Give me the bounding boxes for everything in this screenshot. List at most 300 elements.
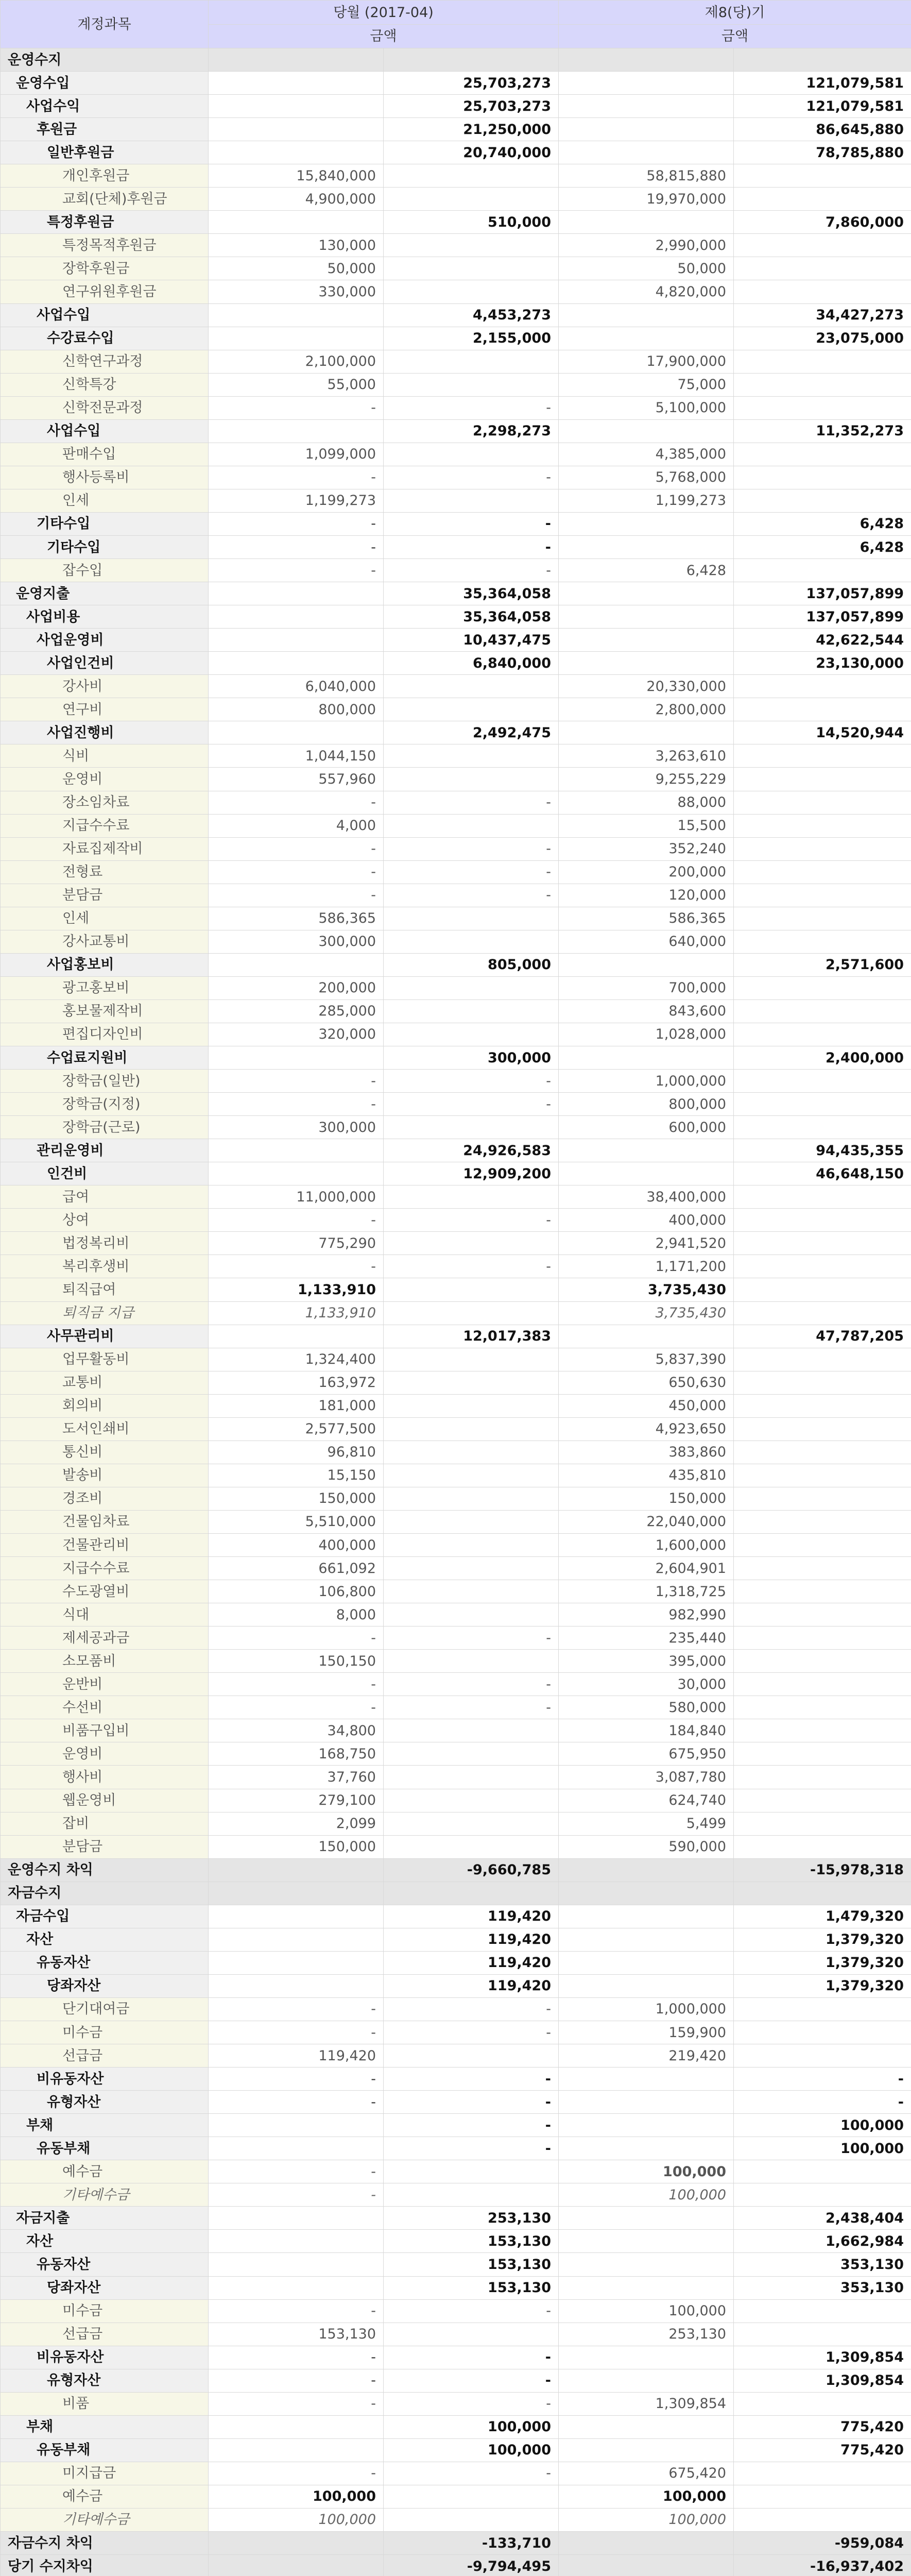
amount-cell <box>384 2160 559 2183</box>
account-name: 신학특강 <box>1 373 209 396</box>
table-row <box>1 1974 911 1997</box>
amount-cell: 55,000 <box>209 373 384 396</box>
amount-cell: 106,800 <box>209 1580 384 1603</box>
amount-cell: 15,840,000 <box>209 164 384 188</box>
table-row <box>1 1093 911 1116</box>
amount-cell: 38,400,000 <box>559 1185 734 1209</box>
account-name: 수업료지원비 <box>1 1046 209 1070</box>
amount-cell <box>559 211 734 234</box>
amount-cell: - <box>209 1093 384 1116</box>
amount-cell <box>734 1626 911 1650</box>
amount-cell: 1,044,150 <box>209 744 384 768</box>
amount-cell <box>734 1464 911 1487</box>
amount-cell: 586,365 <box>559 907 734 930</box>
amount-cell <box>734 1557 911 1580</box>
amount-cell <box>734 1023 911 1046</box>
amount-cell: 1,133,910 <box>209 1278 384 1301</box>
table-row <box>1 2369 911 2392</box>
amount-cell <box>384 1534 559 1557</box>
amount-cell: - <box>209 860 384 884</box>
amount-cell <box>384 164 559 188</box>
amount-cell <box>384 280 559 303</box>
amount-cell: 119,420 <box>384 1974 559 1997</box>
amount-cell <box>559 2369 734 2392</box>
account-name: 당기 수지차익 <box>1 2555 209 2576</box>
amount-cell: 100,000 <box>384 2438 559 2462</box>
amount-cell <box>384 1116 559 1139</box>
amount-cell <box>384 48 559 72</box>
amount-cell <box>559 535 734 558</box>
amount-cell: 395,000 <box>559 1650 734 1673</box>
amount-cell <box>734 1232 911 1255</box>
table-row <box>1 2137 911 2160</box>
amount-cell <box>734 1394 911 1417</box>
amount-cell: - <box>209 2160 384 2183</box>
amount-cell <box>384 1185 559 1209</box>
amount-cell: 1,324,400 <box>209 1348 384 1371</box>
table-row <box>1 953 911 976</box>
amount-cell <box>209 605 384 629</box>
table-row <box>1 1162 911 1185</box>
amount-cell <box>734 1487 911 1510</box>
amount-cell <box>384 1232 559 1255</box>
amount-cell <box>734 2021 911 2044</box>
amount-cell: 805,000 <box>384 953 559 976</box>
amount-cell: 800,000 <box>209 698 384 721</box>
amount-cell: 557,960 <box>209 768 384 791</box>
amount-cell: 353,130 <box>734 2276 911 2299</box>
table-row <box>1 1882 911 1905</box>
amount-cell: - <box>734 2091 911 2114</box>
account-name: 유동부채 <box>1 2137 209 2160</box>
amount-cell <box>384 1835 559 1858</box>
amount-cell: 153,130 <box>384 2253 559 2276</box>
amount-cell <box>209 582 384 605</box>
amount-cell <box>734 2044 911 2067</box>
account-name: 자금수지 차익 <box>1 2532 209 2555</box>
table-row <box>1 2183 911 2207</box>
amount-cell: 6,428 <box>734 535 911 558</box>
amount-cell: 2,571,600 <box>734 953 911 976</box>
amount-cell: 47,787,205 <box>734 1325 911 1348</box>
table-row <box>1 489 911 512</box>
amount-cell: 10,437,475 <box>384 629 559 652</box>
amount-cell: 5,837,390 <box>559 1348 734 1371</box>
amount-cell <box>209 48 384 72</box>
amount-cell <box>209 1139 384 1162</box>
table-row <box>1 1742 911 1766</box>
account-name: 업무활동비 <box>1 1348 209 1371</box>
amount-cell: 100,000 <box>559 2160 734 2183</box>
table-row <box>1 164 911 188</box>
amount-cell <box>384 373 559 396</box>
account-name: 관리운영비 <box>1 1139 209 1162</box>
amount-cell: 2,604,901 <box>559 1557 734 1580</box>
table-row <box>1 605 911 629</box>
amount-cell: 150,150 <box>209 1650 384 1673</box>
amount-cell: 435,810 <box>559 1464 734 1487</box>
amount-cell <box>734 1812 911 1835</box>
amount-cell <box>209 1046 384 1070</box>
amount-cell: - <box>384 1070 559 1093</box>
table-row <box>1 2276 911 2299</box>
amount-cell <box>384 2323 559 2346</box>
account-name: 예수금 <box>1 2160 209 2183</box>
amount-cell <box>559 2067 734 2091</box>
amount-cell: - <box>384 2021 559 2044</box>
amount-cell <box>559 1951 734 1974</box>
table-row <box>1 1070 911 1093</box>
amount-cell: 100,000 <box>559 2183 734 2207</box>
amount-cell: 235,440 <box>559 1626 734 1650</box>
account-name: 운영수지 차익 <box>1 1858 209 1882</box>
amount-cell: 20,740,000 <box>384 141 559 164</box>
amount-cell: - <box>209 2021 384 2044</box>
table-row <box>1 1557 911 1580</box>
amount-cell <box>209 419 384 443</box>
amount-cell: 4,385,000 <box>559 443 734 466</box>
amount-cell: - <box>384 837 559 860</box>
amount-cell <box>209 1882 384 1905</box>
amount-cell: 22,040,000 <box>559 1510 734 1533</box>
account-name: 유동자산 <box>1 1951 209 1974</box>
amount-cell <box>734 1696 911 1719</box>
amount-cell <box>734 1417 911 1440</box>
table-row <box>1 559 911 582</box>
account-name: 기타예수금 <box>1 2508 209 2531</box>
amount-cell <box>559 512 734 535</box>
amount-cell: 11,000,000 <box>209 1185 384 1209</box>
account-name: 자산 <box>1 2230 209 2253</box>
amount-cell: - <box>384 2346 559 2369</box>
amount-cell <box>209 303 384 327</box>
amount-cell <box>734 2183 911 2207</box>
amount-cell <box>384 1464 559 1487</box>
amount-cell: 4,820,000 <box>559 280 734 303</box>
amount-cell <box>559 652 734 675</box>
amount-cell: 1,662,984 <box>734 2230 911 2253</box>
account-name: 사업수입 <box>1 303 209 327</box>
amount-cell <box>384 1371 559 1394</box>
amount-cell <box>734 744 911 768</box>
amount-cell: 1,133,910 <box>209 1301 384 1325</box>
amount-cell <box>559 2532 734 2555</box>
amount-cell: - <box>384 1997 559 2021</box>
table-row <box>1 1371 911 1394</box>
amount-cell: 253,130 <box>384 2207 559 2230</box>
account-name: 운영비 <box>1 768 209 791</box>
amount-cell: - <box>209 1626 384 1650</box>
amount-cell <box>209 2415 384 2438</box>
amount-cell <box>384 188 559 211</box>
amount-cell <box>734 999 911 1023</box>
account-name: 자료집제작비 <box>1 837 209 860</box>
table-row <box>1 1812 911 1835</box>
amount-cell: 775,420 <box>734 2438 911 2462</box>
amount-cell: 58,815,880 <box>559 164 734 188</box>
amount-cell: 285,000 <box>209 999 384 1023</box>
amount-cell: - <box>384 512 559 535</box>
amount-cell <box>384 2485 559 2508</box>
account-name: 미수금 <box>1 2021 209 2044</box>
amount-cell <box>384 1301 559 1325</box>
amount-cell <box>559 48 734 72</box>
amount-cell <box>384 1789 559 1812</box>
amount-cell: 35,364,058 <box>384 605 559 629</box>
amount-cell <box>384 1719 559 1742</box>
account-name: 분담금 <box>1 1835 209 1858</box>
amount-cell: 50,000 <box>209 257 384 280</box>
table-row <box>1 1394 911 1417</box>
table-row <box>1 652 911 675</box>
table-row <box>1 1951 911 1974</box>
account-name: 행사비 <box>1 1766 209 1789</box>
amount-cell <box>734 48 911 72</box>
amount-cell: - <box>384 2299 559 2323</box>
table-row <box>1 860 911 884</box>
amount-cell: 78,785,880 <box>734 141 911 164</box>
amount-cell: - <box>384 2392 559 2415</box>
amount-cell: 24,926,583 <box>384 1139 559 1162</box>
amount-cell <box>559 2438 734 2462</box>
account-name: 상여 <box>1 1209 209 1232</box>
account-name: 장학금(지정) <box>1 1093 209 1116</box>
amount-cell: - <box>384 791 559 814</box>
account-name: 운영비 <box>1 1742 209 1766</box>
amount-cell: 4,900,000 <box>209 188 384 211</box>
amount-cell: 150,000 <box>559 1487 734 1510</box>
account-name: 잡비 <box>1 1812 209 1835</box>
amount-cell: 1,309,854 <box>734 2346 911 2369</box>
amount-cell <box>559 303 734 327</box>
amount-cell: 2,298,273 <box>384 419 559 443</box>
amount-cell: 3,735,430 <box>559 1278 734 1301</box>
amount-cell: 119,420 <box>209 2044 384 2067</box>
amount-cell <box>209 1162 384 1185</box>
amount-cell: 23,075,000 <box>734 327 911 350</box>
amount-cell <box>734 234 911 257</box>
amount-cell <box>384 999 559 1023</box>
amount-cell: 624,740 <box>559 1789 734 1812</box>
amount-cell: 12,909,200 <box>384 1162 559 1185</box>
amount-cell: - <box>384 2114 559 2137</box>
amount-cell <box>384 2508 559 2531</box>
amount-cell <box>209 95 384 118</box>
amount-cell <box>209 953 384 976</box>
amount-cell <box>734 1185 911 1209</box>
account-name: 건물임차료 <box>1 1510 209 1533</box>
amount-cell <box>209 1905 384 1928</box>
table-row <box>1 2438 911 2462</box>
account-name: 도서인쇄비 <box>1 1417 209 1440</box>
table-row <box>1 1858 911 1882</box>
table-row <box>1 1626 911 1650</box>
amount-cell: 2,438,404 <box>734 2207 911 2230</box>
period1-amount-header: 금액 <box>209 25 559 48</box>
account-name: 급여 <box>1 1185 209 1209</box>
amount-cell <box>734 768 911 791</box>
amount-cell: 1,379,320 <box>734 1951 911 1974</box>
amount-cell: - <box>209 535 384 558</box>
amount-cell <box>384 814 559 837</box>
table-row <box>1 2160 911 2183</box>
amount-cell <box>734 1348 911 1371</box>
amount-cell: 1,600,000 <box>559 1534 734 1557</box>
amount-cell: 153,130 <box>209 2323 384 2346</box>
amount-cell <box>384 234 559 257</box>
amount-cell <box>384 1882 559 1905</box>
table-row <box>1 629 911 652</box>
amount-cell <box>734 350 911 373</box>
amount-cell <box>734 907 911 930</box>
amount-cell <box>734 559 911 582</box>
table-row <box>1 675 911 698</box>
account-name: 광고홍보비 <box>1 976 209 999</box>
account-name: 교통비 <box>1 1371 209 1394</box>
amount-cell <box>559 1325 734 1348</box>
account-name: 비유동자산 <box>1 2346 209 2369</box>
table-row <box>1 1139 911 1162</box>
account-name: 비유동자산 <box>1 2067 209 2091</box>
amount-cell <box>209 141 384 164</box>
amount-cell <box>384 1812 559 1835</box>
account-name: 운영수입 <box>1 72 209 95</box>
amount-cell: 100,000 <box>209 2508 384 2531</box>
account-name: 특정후원금 <box>1 211 209 234</box>
table-row <box>1 466 911 489</box>
amount-cell <box>559 419 734 443</box>
table-row <box>1 2555 911 2576</box>
amount-cell: 590,000 <box>559 1835 734 1858</box>
account-name: 당좌자산 <box>1 1974 209 1997</box>
table-row <box>1 419 911 443</box>
amount-cell <box>209 1325 384 1348</box>
table-row <box>1 1603 911 1626</box>
amount-cell: 353,130 <box>734 2253 911 2276</box>
account-name: 운영지출 <box>1 582 209 605</box>
amount-cell: - <box>384 535 559 558</box>
table-row <box>1 2415 911 2438</box>
table-row <box>1 2485 911 2508</box>
table-row <box>1 1510 911 1533</box>
amount-cell: - <box>209 2462 384 2485</box>
table-row <box>1 2508 911 2531</box>
account-name: 예수금 <box>1 2485 209 2508</box>
amount-cell <box>734 1835 911 1858</box>
amount-cell: 320,000 <box>209 1023 384 1046</box>
amount-cell: - <box>209 2369 384 2392</box>
account-name: 사업비용 <box>1 605 209 629</box>
amount-cell: 843,600 <box>559 999 734 1023</box>
table-row <box>1 95 911 118</box>
table-row <box>1 2207 911 2230</box>
amount-cell <box>559 2415 734 2438</box>
table-row <box>1 1116 911 1139</box>
table-row <box>1 48 911 72</box>
account-name: 복리후생비 <box>1 1255 209 1278</box>
amount-cell: 640,000 <box>559 930 734 953</box>
table-row <box>1 211 911 234</box>
amount-cell: 219,420 <box>559 2044 734 2067</box>
account-name: 부채 <box>1 2415 209 2438</box>
table-row <box>1 1789 911 1812</box>
amount-cell: 119,420 <box>384 1951 559 1974</box>
account-name: 연구비 <box>1 698 209 721</box>
amount-cell: - <box>384 1093 559 1116</box>
account-name: 사업수입 <box>1 419 209 443</box>
account-name: 사업홍보비 <box>1 953 209 976</box>
amount-cell <box>384 2183 559 2207</box>
amount-cell: 5,510,000 <box>209 1510 384 1533</box>
account-name: 유동자산 <box>1 2253 209 2276</box>
amount-cell <box>384 1487 559 1510</box>
amount-cell: 279,100 <box>209 1789 384 1812</box>
amount-cell <box>559 1046 734 1070</box>
amount-cell: - <box>209 559 384 582</box>
amount-cell: -133,710 <box>384 2532 559 2555</box>
amount-cell: - <box>384 2137 559 2160</box>
account-name: 수강료수입 <box>1 327 209 350</box>
amount-cell <box>734 489 911 512</box>
account-name: 자금수지 <box>1 1882 209 1905</box>
amount-cell: - <box>384 1626 559 1650</box>
amount-cell <box>209 2207 384 2230</box>
amount-cell: 181,000 <box>209 1394 384 1417</box>
amount-cell: 2,100,000 <box>209 350 384 373</box>
amount-cell <box>734 1440 911 1464</box>
amount-cell: 88,000 <box>559 791 734 814</box>
table-row <box>1 1464 911 1487</box>
amount-cell: 1,309,854 <box>734 2369 911 2392</box>
table-row <box>1 1928 911 1951</box>
account-name: 행사등록비 <box>1 466 209 489</box>
amount-cell: 400,000 <box>209 1534 384 1557</box>
table-row <box>1 907 911 930</box>
amount-cell <box>734 1093 911 1116</box>
amount-cell: 400,000 <box>559 1209 734 1232</box>
amount-cell: 19,970,000 <box>559 188 734 211</box>
table-row <box>1 1255 911 1278</box>
amount-cell <box>384 1766 559 1789</box>
account-name: 분담금 <box>1 884 209 907</box>
table-row <box>1 280 911 303</box>
table-row <box>1 535 911 558</box>
table-row <box>1 396 911 419</box>
amount-cell <box>384 350 559 373</box>
amount-cell <box>384 1278 559 1301</box>
amount-cell <box>734 280 911 303</box>
amount-cell: 775,290 <box>209 1232 384 1255</box>
account-name: 자산 <box>1 1928 209 1951</box>
amount-cell: - <box>384 396 559 419</box>
amount-cell: - <box>734 2067 911 2091</box>
amount-cell: 121,079,581 <box>734 72 911 95</box>
amount-cell: -9,660,785 <box>384 1858 559 1882</box>
account-name: 사업진행비 <box>1 721 209 744</box>
account-name: 발송비 <box>1 1464 209 1487</box>
amount-cell: 2,990,000 <box>559 234 734 257</box>
table-row <box>1 698 911 721</box>
amount-cell: 37,760 <box>209 1766 384 1789</box>
amount-cell: 5,499 <box>559 1812 734 1835</box>
account-name: 장학금(일반) <box>1 1070 209 1093</box>
account-name: 회의비 <box>1 1394 209 1417</box>
amount-cell <box>559 1139 734 1162</box>
account-name: 홍보물제작비 <box>1 999 209 1023</box>
amount-cell: 119,420 <box>384 1928 559 1951</box>
amount-cell: 35,364,058 <box>384 582 559 605</box>
account-name: 부채 <box>1 2114 209 2137</box>
